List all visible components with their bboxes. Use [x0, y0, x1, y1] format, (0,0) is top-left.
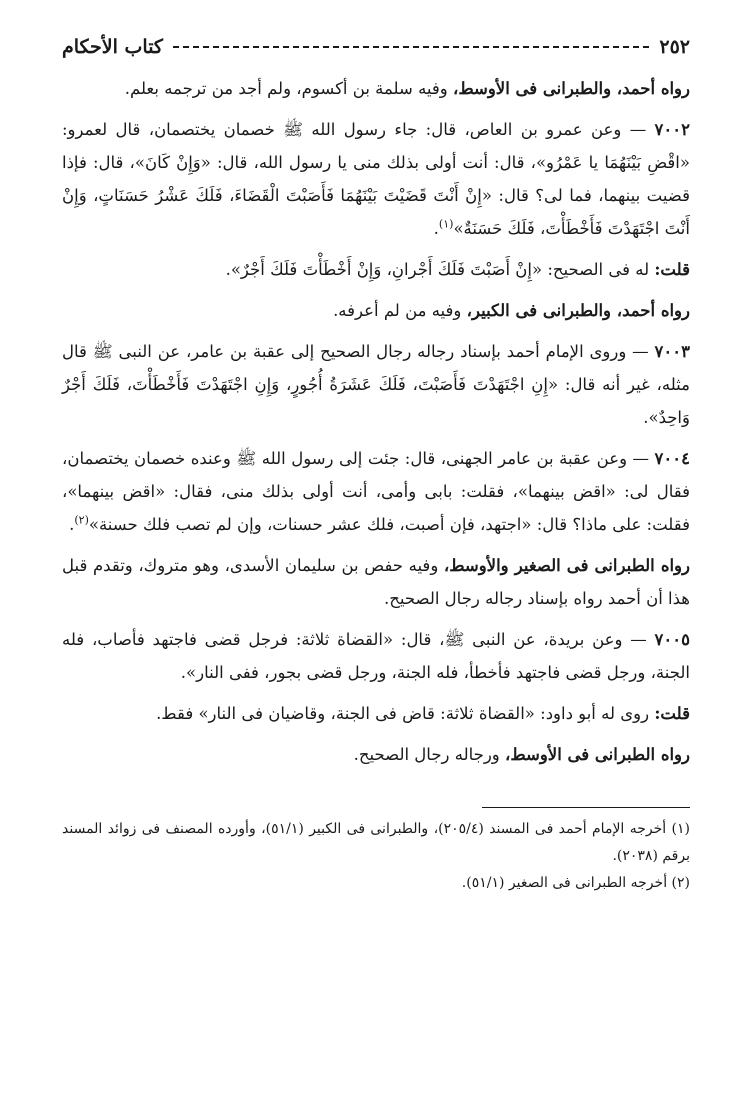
paragraph-text: وفيه حفص بن سليمان الأسدى، وهو متروك، وتقدم قبل هذا أن أحمد رواه بإسناد رجاله رجال الصحيح. — [62, 556, 690, 608]
qultu-lead: قلت: — [654, 704, 690, 723]
book-page — [62, 30, 690, 897]
paragraph-takhrij-1 — [62, 72, 690, 105]
paragraph-text: له فى الصحيح: «إِنْ أَصَبْتَ فَلَكَ أَجْرانِ، وَإِنْ أَخْطَأْتَ فَلَكَ أَجْرٌ». — [225, 260, 655, 279]
footnotes — [62, 816, 690, 897]
footnote-2: (٢) أخرجه الطبرانى فى الصغير (٥١/١). — [461, 875, 690, 891]
paragraph-text: وفيه من لم أعرفه. — [333, 301, 467, 320]
hadith-number: ٧٠٠٢ — [654, 120, 690, 139]
hadith-end: . — [433, 219, 439, 238]
takhrij-lead: رواه الطبرانى فى الصغير والأوسط، — [443, 556, 690, 575]
qultu-lead: قلت: — [654, 260, 690, 279]
chapter-title: كتاب الأحكام — [62, 36, 163, 58]
footnote-marker-1: (١) — [438, 217, 454, 231]
hadith-number: ٧٠٠٣ — [654, 342, 690, 361]
hadith-text: — وعن بريدة، عن النبى ﷺ، قال: «القضاة ثلاثة: فرجل قضى فاجتهد فأصاب، فله الجنة، ورجل قضى فاجتهد فأخطأ، فله الجنة، ورجل قضى بجور، ففى النار». — [62, 630, 690, 682]
hadith-text: — وعن عقبة بن عامر الجهنى، قال: جئت إلى رسول الله ﷺ وعنده خصمان يختصمان، فقال لى: «اقض بينهما»، فقلت: بابى وأمى، أنت أولى بذلك منى، فقال: «اقض بينهما»، فقلت: على ماذا؟ قال: «اجتهد، فإن أصبت، فلك عشر حسنات، وإن لم تصب فلك حسنة» — [62, 449, 690, 534]
page-number: ٢٥٢ — [659, 36, 690, 58]
takhrij-lead: رواه الطبرانى فى الأوسط، — [505, 745, 690, 764]
takhrij-lead: رواه أحمد، والطبرانى فى الأوسط، — [453, 79, 690, 98]
hadith-end: . — [69, 515, 75, 534]
paragraph-takhrij-3 — [62, 549, 690, 615]
paragraph-takhrij-2 — [62, 294, 690, 327]
header-dashed-rule — [173, 46, 649, 48]
hadith-7004 — [62, 442, 690, 541]
paragraph-text: روى له أبو داود: «القضاة ثلاثة: قاض فى الجنة، وقاضيان فى النار» فقط. — [156, 704, 655, 723]
paragraph-takhrij-4 — [62, 738, 690, 771]
footnote-1: (١) أخرجه الإمام أحمد فى المسند (٢٠٥/٤)، والطبرانى فى الكبير (٥١/١)، وأورده المصنف فى زوائد المسند برقم (٢٠٣٨). — [62, 821, 690, 864]
hadith-7005 — [62, 623, 690, 689]
paragraph-text: ورجاله رجال الصحيح. — [353, 745, 506, 764]
hadith-7002 — [62, 113, 690, 245]
hadith-text: — وروى الإمام أحمد بإسناد رجاله رجال الصحيح إلى عقبة بن عامر، عن النبى ﷺ قال مثله، غير أنه قال: «إِنِ اجْتَهَدْتَ فَأَصَبْتَ، فَلَكَ عَشَرَةُ أُجُورٍ، وَإِنِ اجْتَهَدْتَ فَأَخْطَأْتَ، فَلَكَ أَجْرٌ وَاحِدٌ». — [62, 342, 690, 427]
hadith-text: — وعن عمرو بن العاص، قال: جاء رسول الله ﷺ خصمان يختصمان، قال لعمرو: «اقْضِ بَيْنَهُمَا يا عَمْرُو»، قال: أنت أولى بذلك منى يا رسول الله، قال: «وَإِنْ كَانَ»، قال: فإذا قضيت بينهما، فما لى؟ قال: «إِنْ أَنْتَ قَضَيْتَ بَيْنَهُمَا فَأَصَبْتَ الْقَضَاءَ، فَلَكَ عَشْرُ حَسَنَاتٍ، وَإِنْ أَنْتَ اجْتَهَدْتَ فَأَخْطَأْتَ، فَلَكَ حَسَنَةٌ» — [62, 120, 690, 238]
hadith-7003 — [62, 335, 690, 434]
paragraph-text: وفيه سلمة بن أكسوم، ولم أجد من ترجمه بعلم. — [124, 79, 453, 98]
hadith-number: ٧٠٠٤ — [654, 449, 690, 468]
takhrij-lead: رواه أحمد، والطبرانى فى الكبير، — [466, 301, 690, 320]
paragraph-qultu-2 — [62, 697, 690, 730]
paragraph-qultu-1 — [62, 253, 690, 286]
hadith-number: ٧٠٠٥ — [654, 630, 690, 649]
footnote-separator — [482, 807, 690, 808]
page-header — [62, 30, 690, 64]
footnote-marker-2: (٢) — [74, 513, 89, 527]
